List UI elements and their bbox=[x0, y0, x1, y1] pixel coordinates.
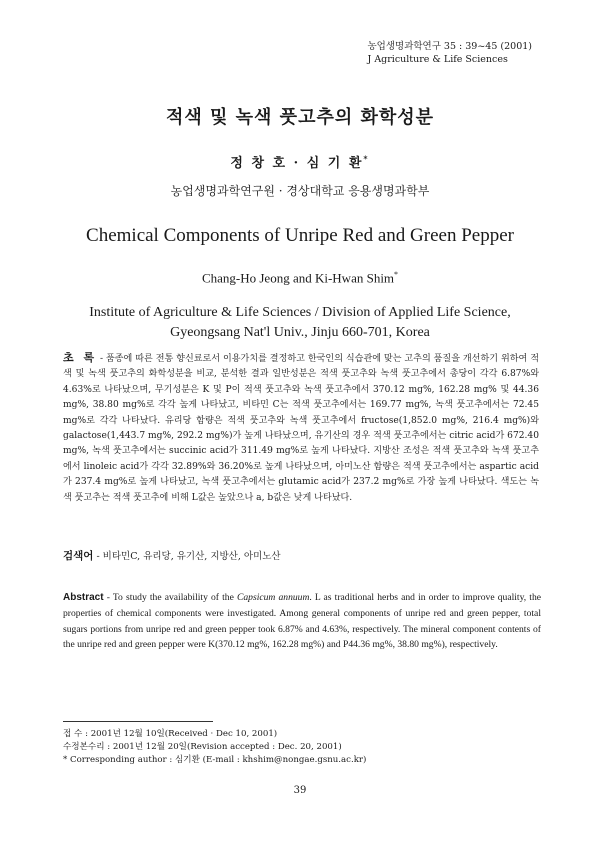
english-abstract-label: Abstract bbox=[63, 592, 104, 603]
footnote-received: 접 수 : 2001년 12월 10일(Received · Dec 10, 2001) bbox=[63, 729, 278, 739]
english-authors bbox=[0, 270, 600, 286]
english-affiliation-line1: Institute of Agriculture & Life Sciences / Division of Applied Life Science, bbox=[89, 305, 511, 320]
english-abstract bbox=[63, 590, 541, 653]
korean-abstract-text: - 품종에 따른 전통 향신료로서 이용가치를 결정하고 한국인의 식습관에 맞는 고추의 품질을 개선하기 위하여 적색 및 녹색 풋고추의 화학성분을 비교, 분석한 결과 일반성분은 적색 풋고추와 녹색 풋고추에서 총당이 각각 6.87%와 4.63%로 나타났으며, 무기성분은 K 및 P이 적색 풋고추와 녹색 풋고추에서 370.12 mg%, 162.28 mg% 및 44.36 mg%, 38.80 mg%로 각각 높게 나타났고, 비타민 C는 적색 풋고추에서는 169.77 mg%, 녹색 풋고추에서는 72.45 mg%로 각각 나타났다. 유리당 함량은 적색 풋고추와 녹색 풋고추에서 fructose(1,852.0 mg%, 216.4 mg%)와 galactose(1,443.7 mg%, 292.2 mg%)가 높게 나타났으며, 유기산의 경우 적색 풋고추에서는 citric acid가 672.40 mg%, 녹색 풋고추에서는 succinic acid가 311.49 mg%로 높게 나타났다. 지방산 조성은 적색 풋고추와 녹색 풋고추에서 linoleic acid가 각각 32.89%와 36.20%로 높게 나타났으며, 아미노산 함량은 적색 풋고추에서는 aspartic acid가 237.4 mg%로 높게 나타났고, 녹색 풋고추에서는 glutamic acid가 237.2 mg%로 가장 높게 나타났다. 색도는 녹색 풋고추는 적색 풋고추에 비해 L값은 높았으나 a, b값은 낮게 나타났다. bbox=[63, 354, 539, 503]
korean-authors bbox=[0, 152, 600, 171]
korean-abstract-label: 초 록 bbox=[63, 351, 98, 364]
corresponding-mark: * bbox=[363, 153, 370, 164]
footnote-revised: 수정본수리 : 2001년 12월 20일(Revision accepted : Dec. 20, 2001) bbox=[63, 742, 342, 752]
english-affiliation-line2: Gyeongsang Nat'l Univ., Jinju 660-701, Korea bbox=[170, 325, 430, 340]
english-title: Chemical Components of Unripe Red and Green Pepper bbox=[86, 225, 514, 246]
english-affiliation bbox=[0, 303, 600, 343]
species-name: Capsicum annuum bbox=[236, 592, 310, 603]
footnotes bbox=[63, 728, 366, 767]
footnote-corresponding: * Corresponding author : 심기환 (E-mail : khshim@nongae.gsnu.ac.kr) bbox=[63, 755, 367, 765]
page-number: 39 bbox=[293, 785, 307, 796]
keywords bbox=[63, 548, 539, 563]
journal-name: J Agriculture & Life Sciences bbox=[367, 54, 508, 65]
english-abstract-text-start: - To study the availability of the bbox=[103, 592, 237, 603]
korean-abstract bbox=[63, 350, 539, 506]
english-author-names: Chang-Ho Jeong and Ki-Hwan Shim bbox=[201, 270, 395, 286]
journal-citation: 농업생명과학연구 35 : 39~45 (2001) bbox=[367, 41, 532, 52]
english-abstract-text-rest: . L as traditional herbs and in order to improve quality, the properties of chemical components were investigated. Among general components of unripe red and green pepper, total sugars portions from unripe red and green pepper took 6.87% and 4.63%, respectively. The mineral component contents of the unripe red and green pepper were K(370.12 mg%, 162.28 mg%) and P44.36 mg%, 38.80 mg%), respectively. bbox=[63, 592, 541, 651]
footnote-divider bbox=[63, 721, 213, 722]
korean-title: 적색 및 녹색 풋고추의 화학성분 bbox=[165, 107, 435, 128]
keywords-label: 검색어 bbox=[63, 550, 94, 562]
keywords-text: - 비타민C, 유리당, 유기산, 지방산, 아미노산 bbox=[93, 551, 281, 562]
corresponding-mark-en: * bbox=[394, 270, 399, 279]
korean-affiliation: 농업생명과학연구원 · 경상대학교 응용생명과학부 bbox=[170, 184, 430, 198]
journal-header bbox=[367, 40, 532, 66]
korean-author-names: 정 창 호 · 심 기 환 bbox=[230, 156, 364, 171]
